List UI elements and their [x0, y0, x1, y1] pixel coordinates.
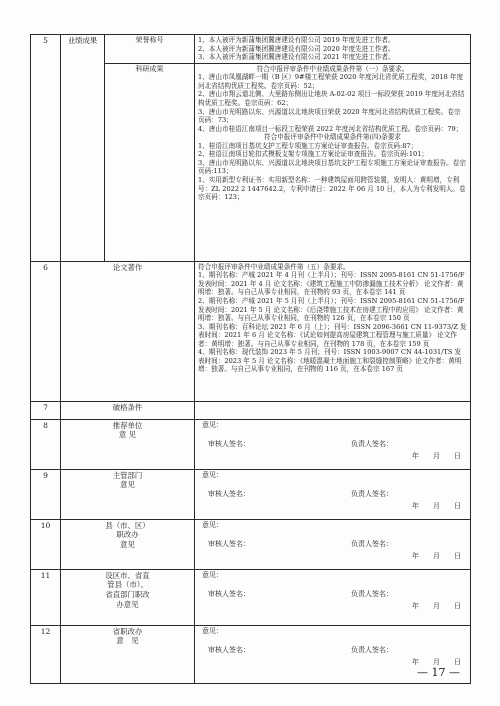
opinion-field[interactable]: 意见： — [202, 570, 223, 579]
paper-entry: 3、期刊名称：百科论坛 2021 年 6 月（上）；刊号：ISSN 2096-3661 CN 11-9373/Z 发表时间：2021 年 6 月 论文名称：《试论如何提高房屋建筑工程管理与施工质量》 论文作者：黄明增：独著。与自己从事专业相同，在刊物的 178 页，在本卷宗 159 页 — [198, 322, 467, 348]
approval-label-line: 意见 — [120, 480, 135, 490]
research-line: 4、唐山市桂语江南项目一标段工程荣获 2022 年度河北省结构优质工程。卷宗页码：79； — [198, 124, 463, 133]
leader-signature-field[interactable]: 负责人签名： — [351, 645, 393, 654]
approval-label-line: 县（市、区） — [105, 520, 150, 530]
approval-label-line: 主管部门 — [112, 470, 143, 480]
row-7-category: 破格条件 — [61, 401, 195, 419]
approval-number: 8 — [31, 419, 61, 469]
signature-line — [198, 590, 467, 599]
date-field[interactable]: 年 月 日 — [412, 551, 461, 560]
research-line: 2、唐山市翔云道北侧、大里路东侧出让地块 A-02-02 项目一标段荣获 2019 年度河北省结构优质工程奖。卷宗页码：62； — [198, 90, 465, 107]
leader-signature-field[interactable]: 负责人签名： — [351, 439, 393, 448]
reviewer-signature-field[interactable]: 审核人签名： — [208, 439, 250, 448]
paper-entry: 4、期刊名称：现代装饰 2023 年 5 月刊；刊号：ISSN 1003-9007 CN 44-1031/TS 发表时间：2023 年 5 月 论文名称：《地暖混凝土地面施工和裂缝控制策略》论文作者：黄明增：独著。与自己从事专业相同，在刊物的 116 页，在本卷宗 167 页 — [198, 348, 462, 374]
leader-signature-field[interactable]: 负责人签名： — [351, 539, 393, 548]
approval-label — [61, 519, 195, 569]
honor-label: 荣誉称号 — [105, 35, 195, 64]
approval-label-line: 意 见 — [116, 636, 139, 646]
approval-number: 9 — [31, 469, 61, 519]
honor-content — [195, 35, 471, 64]
reviewer-signature-field[interactable]: 审核人签名： — [208, 645, 250, 654]
honor-line: 1、本人被评为新蒲集团冀唐建设有限公司 2019 年度先进工作者。 — [198, 36, 395, 44]
row-7-content — [195, 401, 471, 419]
approval-label-line: 设区市、省直 — [105, 570, 150, 580]
honor-line: 2、本人被评为新蒲集团冀唐建设有限公司 2020 年度先进工作者。 — [198, 44, 395, 53]
row-5-number: 5 — [31, 35, 61, 262]
approval-row-8 — [31, 419, 471, 469]
honor-line: 3、本人被评为新蒲集团冀唐建设有限公司 2021 年度先进工作者。 — [198, 53, 395, 62]
research-line: 1、实用新型专利证书：实用新型名称：一种建筑屋面用跨管装置，发明人：黄明增，专利号：ZL 2022 2 1447642.2，专利申请日：2022 年 06 月 10 日，本人为专利发明人。卷宗页码：123； — [198, 176, 466, 202]
reviewer-signature-field[interactable]: 审核人签名： — [208, 589, 250, 598]
approval-row-9 — [31, 469, 471, 519]
approval-opinion-cell — [195, 519, 471, 569]
leader-signature-field[interactable]: 负责人签名： — [351, 589, 393, 598]
research-line: 3、唐山市光明路以东、兴源道以北地块项目基坑支护工程专项施工方案论证审查报告。卷宗页码:113； — [198, 158, 466, 176]
research-requirement-header: 符合申报评审条件中业绩成果条件第（一）条要求。 — [256, 64, 409, 73]
signature-line — [198, 490, 467, 499]
approval-label-line: 职改办 — [116, 530, 139, 540]
research-line: 2、桂语江南项目轮扣式模板支架专项施工方案论证审查报告。卷宗页码:101； — [198, 150, 429, 159]
opinion-field[interactable]: 意见： — [202, 520, 223, 529]
evaluation-form-table — [30, 34, 471, 684]
approval-label — [61, 569, 195, 625]
opinion-field[interactable]: 意见： — [202, 470, 223, 479]
approval-label-line: 省直部门职改 — [105, 589, 150, 599]
date-field[interactable]: 年 月 日 — [412, 601, 461, 610]
research-line: 1、唐山市凤凰湖畔一期（B 区）9#楼工程荣获 2020 年度河北省优质工程奖，2018 年度河北省结构优质工程奖。卷宗页码：52； — [198, 73, 464, 90]
date-field[interactable]: 年 月 日 — [412, 501, 461, 510]
approval-label-line: 意 见 — [118, 430, 137, 440]
research-line: 1、桂语江南项目基坑支护工程专项施工方案论证审查报告。卷宗页码:87； — [198, 141, 418, 150]
row-6-category: 论文著作 — [61, 261, 195, 401]
approval-number: 12 — [31, 625, 61, 683]
research-content — [195, 63, 471, 261]
approval-label-line: 省职改办 — [112, 626, 143, 636]
approval-label-line: 意见 — [120, 539, 135, 549]
approval-opinion-cell — [195, 569, 471, 625]
opinion-field[interactable]: 意见： — [202, 626, 223, 635]
approval-opinion-cell — [195, 469, 471, 519]
research-requirement-header: 符合申报评审条件中业绩成果条件第(四)条要求 — [263, 133, 402, 142]
approval-label — [61, 469, 195, 519]
row-7-exceptional — [31, 401, 471, 419]
reviewer-signature-field[interactable]: 审核人签名： — [208, 539, 250, 548]
papers-content — [195, 261, 471, 401]
leader-signature-field[interactable]: 负责人签名： — [351, 489, 393, 498]
approval-number: 10 — [31, 519, 61, 569]
research-label: 科研成果 — [105, 63, 195, 261]
signature-line — [198, 440, 467, 449]
approval-number: 11 — [31, 569, 61, 625]
row-5-category: 业绩成果 — [61, 35, 105, 262]
approval-label-line: 推荐单位 — [112, 420, 143, 430]
row-6-number: 6 — [31, 261, 61, 401]
papers-requirement-header: 符合申报评审条件中业绩成果条件第（五）条要求。 — [198, 262, 350, 271]
approval-label-line: 管县（市）、 — [107, 580, 148, 590]
page-number: — 17 — — [417, 666, 460, 679]
row-7-number: 7 — [31, 401, 61, 419]
signature-line — [198, 540, 467, 549]
paper-entry: 2、期刊名称：产城 2021 年 5 月刊（上半月）；刊号：ISSN 2095-8161 CN 51-1756/F 发表时间：2021 年 5 月 论文名称：《后浇带施工技术在房建工程中的应用》 论文作者：黄明增：独著。与自己从事专业相同，在刊物的 126 页，在本卷宗 150 页 — [198, 296, 465, 323]
date-field[interactable]: 年 月 日 — [412, 451, 461, 460]
approval-label — [61, 419, 195, 469]
approval-label-line: 办意见 — [116, 599, 139, 609]
approval-row-11 — [31, 569, 471, 625]
approval-row-10 — [31, 519, 471, 569]
research-line: 3、唐山市光明路以东、兴源道以北地块项目荣获 2020 年度河北省结构优质工程奖。卷宗页码：73； — [198, 107, 461, 125]
row-6-papers — [31, 261, 471, 401]
signature-line — [198, 646, 467, 655]
date-field[interactable]: 年 月 日 — [412, 657, 461, 666]
reviewer-signature-field[interactable]: 审核人签名： — [208, 489, 250, 498]
row-5-honor — [31, 35, 471, 64]
paper-entry: 1、期刊名称：产城 2021 年 4 月刊（上半月）；刊号：ISSN 2095-8161 CN 51-1756/F 发表时间：2021 年 4 月 论文名称：《建筑工程施工中防渗漏施工技术分析》 论文作者：黄明增：独著。与自己从事专业相同，在刊物的 93 页，在本卷宗 141 页 — [198, 271, 465, 297]
approval-opinion-cell — [195, 419, 471, 469]
opinion-field[interactable]: 意见： — [202, 420, 223, 429]
